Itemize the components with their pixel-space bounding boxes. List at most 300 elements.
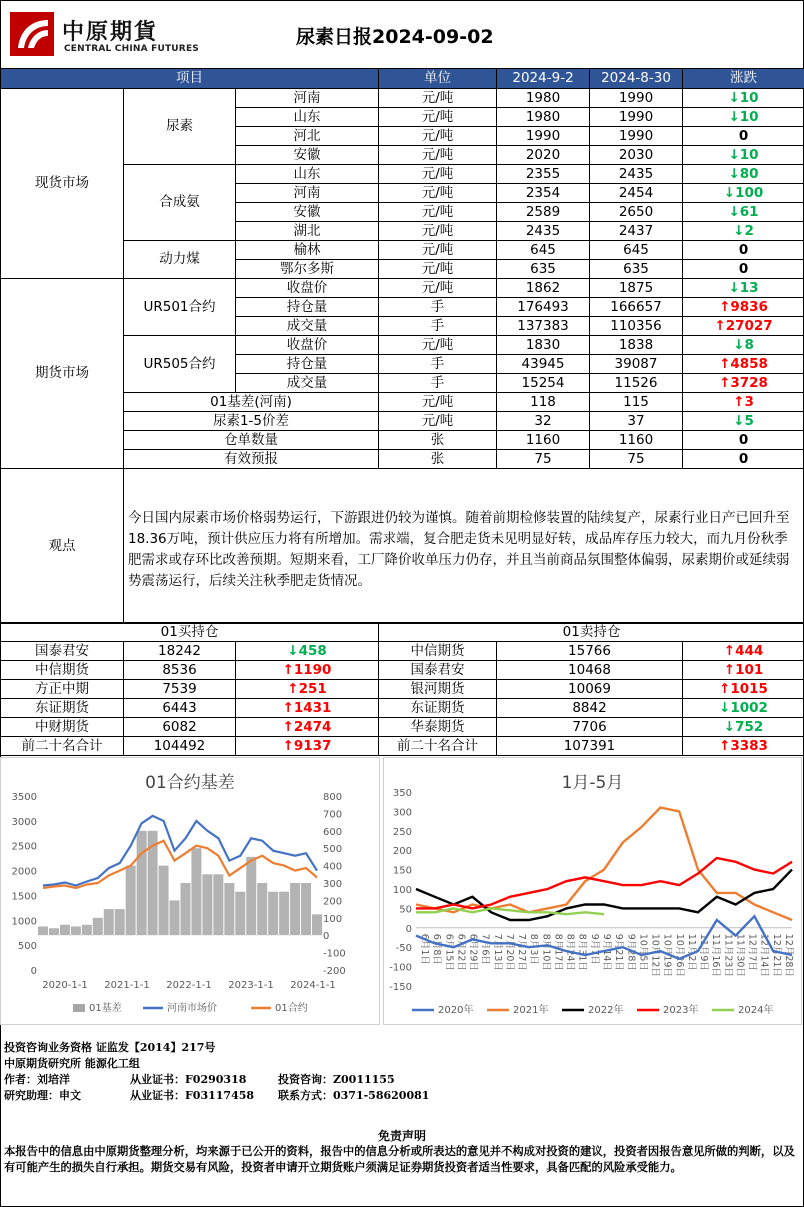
- change-cell: [683, 412, 804, 431]
- unit-cell: 元/吨: [379, 336, 497, 355]
- henan-price-line: [43, 816, 317, 886]
- change-value: 1015: [730, 680, 768, 697]
- x-tick-label: 11月9日: [698, 933, 710, 971]
- region-cell: 河北: [236, 127, 379, 146]
- down-arrow-icon: ↓: [728, 89, 740, 106]
- basis-bar: [279, 892, 289, 936]
- previous-value: 645: [590, 241, 683, 260]
- change-cell: [683, 222, 804, 241]
- region-cell: 河南: [236, 89, 379, 108]
- x-tick-label: 12月28日: [783, 933, 794, 977]
- change-cell: [683, 89, 804, 108]
- x-tick-label: 6月8日: [431, 933, 443, 965]
- change-value: 5: [744, 412, 754, 429]
- unit-cell: 元/吨: [379, 393, 497, 412]
- y-right-tick-label: 0: [323, 931, 330, 943]
- x-tick-label: 7月20日: [503, 933, 515, 971]
- y-left-tick-label: 2000: [11, 866, 37, 878]
- spot-row: [1, 89, 804, 108]
- y-tick-label: 0: [405, 923, 412, 935]
- down-arrow-icon: ↓: [733, 336, 745, 353]
- change-value: 101: [735, 661, 764, 678]
- sell-broker: 东证期货: [379, 699, 497, 718]
- y-right-tick-label: 200: [323, 896, 343, 908]
- col-header-unit: 单位: [379, 69, 497, 89]
- up-arrow-icon: ↑: [719, 374, 731, 391]
- buy-volume: 8536: [124, 661, 236, 680]
- item-cell: 持仓量: [236, 355, 379, 374]
- x-tick-label: 11月2日: [685, 933, 697, 971]
- buy-change: [236, 699, 379, 718]
- change-cell: [683, 336, 804, 355]
- current-value: 1862: [497, 279, 590, 298]
- buy-change: [236, 680, 379, 699]
- basis-bar: [93, 918, 103, 935]
- previous-value: 2454: [590, 184, 683, 203]
- unit-cell: 张: [379, 431, 497, 450]
- report-header: [0, 0, 804, 68]
- region-cell: 湖北: [236, 222, 379, 241]
- change-cell: [683, 165, 804, 184]
- change-value: 4858: [730, 355, 768, 372]
- x-tick-label: 8月31日: [576, 933, 588, 971]
- previous-value: 110356: [590, 317, 683, 336]
- change-value: 1190: [293, 661, 332, 678]
- y-tick-label: 100: [392, 885, 412, 896]
- current-value: 1980: [497, 89, 590, 108]
- sell-change: [683, 718, 804, 737]
- down-arrow-icon: ↓: [733, 222, 745, 239]
- change-value: 3: [744, 393, 754, 410]
- position-row: [1, 718, 804, 737]
- current-value: 2355: [497, 165, 590, 184]
- product-name: 动力煤: [124, 241, 236, 279]
- y-right-tick-label: 800: [323, 792, 343, 803]
- disclaimer-title: 免责声明: [377, 1129, 426, 1143]
- spread-chart-svg: [384, 758, 801, 1024]
- change-value: 100: [735, 184, 764, 201]
- y-tick-label: 250: [392, 826, 412, 838]
- change-value: 0: [738, 241, 749, 258]
- legend-basis-swatch: [73, 1004, 85, 1012]
- item-cell: 成交量: [236, 374, 379, 393]
- col-header-current: 2024-9-2: [497, 69, 590, 89]
- up-arrow-icon: ↑: [723, 661, 736, 678]
- change-cell: [683, 184, 804, 203]
- current-value: 1990: [497, 127, 590, 146]
- y-tick-label: 50: [399, 904, 412, 916]
- unit-cell: 元/吨: [379, 108, 497, 127]
- current-value: 75: [497, 450, 590, 469]
- previous-value: 2435: [590, 165, 683, 184]
- buy-change: [236, 661, 379, 680]
- unit-cell: 手: [379, 298, 497, 317]
- futures-row: [1, 279, 804, 298]
- assistant-label: 研究助理：申文: [4, 1089, 81, 1102]
- spread-chart: [383, 757, 802, 1025]
- buy-volume: 104492: [124, 737, 236, 756]
- down-arrow-icon: ↓: [728, 146, 740, 163]
- x-tick-label: 10月19日: [661, 933, 673, 977]
- market-table: [0, 68, 804, 624]
- change-cell: [683, 127, 804, 146]
- position-row: [1, 699, 804, 718]
- change-value: 8: [744, 336, 754, 353]
- sell-positions-title: 01卖持仓: [379, 623, 804, 642]
- series-line-2024年: [416, 908, 604, 914]
- change-value: 2: [744, 222, 754, 239]
- buy-change: [236, 737, 379, 756]
- previous-value: 1160: [590, 431, 683, 450]
- change-cell: [683, 298, 804, 317]
- basis-bar: [137, 831, 147, 935]
- change-value: 10: [739, 108, 759, 125]
- legend-label: 2022年: [588, 1005, 624, 1016]
- basis-bar: [312, 914, 322, 935]
- region-cell: 安徽: [236, 203, 379, 222]
- x-tick-label: 7月27日: [516, 933, 528, 971]
- series-line-2023年: [416, 858, 792, 908]
- spread-chart-title: 1月-5月: [561, 773, 624, 793]
- previous-value: 1990: [590, 108, 683, 127]
- change-value: 2474: [293, 718, 332, 735]
- x-tick-label: 9月28日: [625, 933, 637, 971]
- market-table-body: [1, 89, 804, 624]
- change-cell: [683, 393, 804, 412]
- change-value: 9137: [293, 737, 332, 754]
- down-arrow-icon: ↓: [723, 184, 736, 201]
- section-futures: 期货市场: [1, 279, 124, 469]
- up-arrow-icon: ↑: [719, 680, 731, 697]
- x-tick-label: 11月30日: [734, 933, 746, 977]
- x-tick-label: 9月7日: [588, 933, 600, 965]
- basis-bar: [257, 883, 267, 935]
- change-cell: [683, 203, 804, 222]
- author-cert: 从业证书：F0290318: [130, 1073, 247, 1086]
- change-value: 10: [739, 89, 759, 106]
- report-title: 尿素日报2024-09-02: [296, 26, 494, 48]
- item-cell: 有效预报: [124, 450, 379, 469]
- assistant-cert: 从业证书：F03117458: [130, 1089, 255, 1102]
- buy-change: [236, 718, 379, 737]
- down-arrow-icon: ↓: [728, 279, 740, 296]
- current-value: 635: [497, 260, 590, 279]
- author-label: 作者：刘培洋: [4, 1073, 70, 1086]
- y-left-tick-label: 1000: [11, 916, 37, 928]
- x-tick-label: 9月21日: [613, 933, 625, 971]
- change-value: 1002: [730, 699, 768, 716]
- basis-bar: [301, 883, 311, 935]
- region-cell: 山东: [236, 108, 379, 127]
- basis-bar: [202, 874, 212, 935]
- up-arrow-icon: ↑: [723, 642, 736, 659]
- previous-value: 2650: [590, 203, 683, 222]
- change-value: 0: [738, 127, 749, 144]
- change-value: 752: [735, 718, 764, 735]
- x-tick-label: 8月3日: [528, 933, 540, 965]
- x-tick-label: 6月15日: [443, 933, 455, 971]
- y-tick-label: -50: [395, 943, 412, 955]
- sell-volume: 8842: [497, 699, 683, 718]
- y-right-tick-label: -100: [323, 948, 346, 960]
- sell-change: [683, 642, 804, 661]
- previous-value: 1838: [590, 336, 683, 355]
- view-row: [1, 469, 804, 624]
- sell-change: [683, 699, 804, 718]
- change-value: 27027: [725, 317, 773, 334]
- change-cell: [683, 260, 804, 279]
- basis-bar: [82, 925, 92, 935]
- basis-chart-title: 01合约基差: [145, 773, 235, 793]
- change-value: 10: [739, 146, 759, 163]
- down-arrow-icon: ↓: [733, 412, 745, 429]
- region-cell: 鄂尔多斯: [236, 260, 379, 279]
- item-cell: 尿素1-5价差: [124, 412, 379, 431]
- current-value: 2589: [497, 203, 590, 222]
- sell-volume: 10468: [497, 661, 683, 680]
- change-cell: [683, 241, 804, 260]
- unit-cell: 张: [379, 450, 497, 469]
- logo-icon: [10, 12, 54, 56]
- previous-value: 37: [590, 412, 683, 431]
- institute-line: 中原期货研究所 能源化工组: [4, 1057, 140, 1070]
- buy-broker: 方正中期: [1, 680, 124, 699]
- up-arrow-icon: ↑: [282, 718, 294, 735]
- change-value: 9836: [730, 298, 768, 315]
- buy-volume: 18242: [124, 642, 236, 661]
- y-tick-label: 200: [392, 846, 412, 858]
- buy-change: [236, 642, 379, 661]
- positions-table-body: [1, 623, 804, 756]
- change-value: 251: [298, 680, 327, 697]
- x-tick-label: 10月26日: [673, 933, 685, 977]
- unit-cell: 手: [379, 355, 497, 374]
- basis-bar: [60, 925, 70, 935]
- down-arrow-icon: ↓: [728, 203, 740, 220]
- y-left-tick-label: 2500: [11, 841, 37, 853]
- down-arrow-icon: ↓: [723, 718, 736, 735]
- x-tick-label: 2024-1-1: [290, 980, 336, 991]
- y-tick-label: 300: [392, 807, 412, 819]
- up-arrow-icon: ↑: [714, 317, 726, 334]
- change-value: 80: [739, 165, 759, 182]
- contract-name: UR505合约: [124, 336, 236, 393]
- change-value: 458: [298, 642, 327, 659]
- y-tick-label: 150: [392, 865, 412, 877]
- buy-volume: 6082: [124, 718, 236, 737]
- unit-cell: 元/吨: [379, 184, 497, 203]
- current-value: 2020: [497, 146, 590, 165]
- change-value: 61: [739, 203, 759, 220]
- basis-bar: [290, 883, 300, 935]
- down-arrow-icon: ↓: [728, 108, 740, 125]
- buy-broker: 前二十名合计: [1, 737, 124, 756]
- x-tick-label: 12月7日: [746, 933, 758, 971]
- legend-henan-label: 河南市场价: [167, 1003, 217, 1014]
- change-value: 444: [735, 642, 764, 659]
- previous-value: 39087: [590, 355, 683, 374]
- y-right-tick-label: 100: [323, 913, 343, 925]
- previous-value: 75: [590, 450, 683, 469]
- up-arrow-icon: ↑: [282, 737, 294, 754]
- current-value: 2354: [497, 184, 590, 203]
- unit-cell: 元/吨: [379, 146, 497, 165]
- table-header-row: [1, 69, 804, 89]
- x-tick-label: 8月10日: [540, 933, 552, 971]
- current-value: 2435: [497, 222, 590, 241]
- basis-chart-svg: [1, 758, 379, 1024]
- unit-cell: 元/吨: [379, 127, 497, 146]
- sell-volume: 10069: [497, 680, 683, 699]
- current-value: 176493: [497, 298, 590, 317]
- previous-value: 1875: [590, 279, 683, 298]
- x-tick-label: 12月14日: [758, 933, 770, 977]
- y-left-tick-label: 500: [17, 941, 37, 953]
- basis-bar: [235, 892, 245, 936]
- basis-bar: [213, 874, 223, 935]
- up-arrow-icon: ↑: [282, 699, 294, 716]
- y-left-tick-label: 0: [30, 966, 37, 977]
- x-tick-label: 8月24日: [564, 933, 576, 971]
- position-row: [1, 737, 804, 756]
- basis-bar: [191, 848, 201, 935]
- down-arrow-icon: ↓: [728, 165, 740, 182]
- change-value: 0: [738, 431, 749, 448]
- x-tick-label: 11月16日: [710, 933, 722, 977]
- unit-cell: 手: [379, 317, 497, 336]
- buy-broker: 中信期货: [1, 661, 124, 680]
- contract01-line: [43, 841, 317, 888]
- buy-broker: 国泰君安: [1, 642, 124, 661]
- unit-cell: 元/吨: [379, 89, 497, 108]
- current-value: 43945: [497, 355, 590, 374]
- sell-broker: 中信期货: [379, 642, 497, 661]
- previous-value: 635: [590, 260, 683, 279]
- previous-value: 11526: [590, 374, 683, 393]
- position-row: [1, 680, 804, 699]
- item-cell: 收盘价: [236, 279, 379, 298]
- change-value: 13: [739, 279, 759, 296]
- basis-bar: [159, 866, 169, 936]
- up-arrow-icon: ↑: [287, 680, 299, 697]
- unit-cell: 元/吨: [379, 260, 497, 279]
- up-arrow-icon: ↑: [282, 661, 294, 678]
- current-value: 645: [497, 241, 590, 260]
- basis-bar: [170, 900, 180, 935]
- unit-cell: 元/吨: [379, 279, 497, 298]
- change-value: 0: [738, 260, 749, 277]
- unit-cell: 元/吨: [379, 222, 497, 241]
- x-tick-label: 7月13日: [491, 933, 503, 971]
- basis-bar: [71, 927, 81, 936]
- item-cell: 持仓量: [236, 298, 379, 317]
- x-tick-label: 6月1日: [419, 933, 430, 965]
- change-cell: [683, 317, 804, 336]
- region-cell: 山东: [236, 165, 379, 184]
- x-tick-label: 8月17日: [552, 933, 564, 971]
- basis-bar: [224, 883, 234, 935]
- x-tick-label: 7月6日: [479, 933, 491, 965]
- down-arrow-icon: ↓: [719, 699, 731, 716]
- change-cell: [683, 374, 804, 393]
- buy-volume: 6443: [124, 699, 236, 718]
- item-cell: 仓单数量: [124, 431, 379, 450]
- legend-basis-label: 01基差: [89, 1003, 122, 1014]
- x-tick-label: 10月5日: [637, 933, 649, 971]
- change-value: 1431: [293, 699, 332, 716]
- basis-bar: [115, 909, 125, 935]
- view-label: 观点: [1, 469, 124, 624]
- buy-broker: 中财期货: [1, 718, 124, 737]
- basis-bar: [104, 909, 114, 935]
- current-value: 118: [497, 393, 590, 412]
- region-cell: 河南: [236, 184, 379, 203]
- logo-text-en: CENTRAL CHINA FUTURES: [64, 44, 199, 54]
- change-cell: [683, 279, 804, 298]
- item-cell: 成交量: [236, 317, 379, 336]
- up-arrow-icon: ↑: [719, 737, 731, 754]
- buy-positions-title: 01买持仓: [1, 623, 379, 642]
- region-cell: 榆林: [236, 241, 379, 260]
- change-value: 3383: [730, 737, 768, 754]
- current-value: 32: [497, 412, 590, 431]
- down-arrow-icon: ↓: [287, 642, 299, 659]
- legend-01-label: 01合约: [275, 1003, 308, 1014]
- basis-bar: [38, 927, 48, 936]
- x-tick-label: 6月22日: [455, 933, 467, 971]
- previous-value: 115: [590, 393, 683, 412]
- contact-info: 联系方式：0371-58620081: [278, 1089, 430, 1102]
- current-value: 15254: [497, 374, 590, 393]
- change-cell: [683, 450, 804, 469]
- x-tick-label: 11月23日: [722, 933, 734, 977]
- up-arrow-icon: ↑: [733, 393, 745, 410]
- sell-change: [683, 737, 804, 756]
- y-tick-label: -100: [389, 962, 412, 974]
- view-text: 今日国内尿素市场价格弱势运行，下游跟进仍较为谨慎。随着前期检修装置的陆续复产，尿素行业日产已回升至18.36万吨，预计供应压力将有所增加。需求端，复合肥走货未见明显好转，成品库存压力较大，而九月份秋季肥需求或存环比改善预期。短期来看，工厂降价收单压力仍存，并且当前商品氛围整体偏弱，尿素期价或延续弱势震荡运行，后续关注秋季肥走货情况。: [124, 469, 804, 624]
- y-right-tick-label: 400: [323, 861, 343, 873]
- basis-chart: [0, 757, 380, 1025]
- legend-label: 2020年: [438, 1005, 474, 1016]
- sell-change: [683, 680, 804, 699]
- previous-value: 2437: [590, 222, 683, 241]
- change-value: 0: [738, 450, 749, 467]
- up-arrow-icon: ↑: [719, 355, 731, 372]
- author-consult: 投资咨询：Z0011155: [278, 1073, 395, 1086]
- up-arrow-icon: ↑: [719, 298, 731, 315]
- change-cell: [683, 146, 804, 165]
- item-cell: 收盘价: [236, 336, 379, 355]
- unit-cell: 元/吨: [379, 165, 497, 184]
- sell-broker: 银河期货: [379, 680, 497, 699]
- change-cell: [683, 355, 804, 374]
- y-right-tick-label: -200: [323, 966, 346, 977]
- current-value: 137383: [497, 317, 590, 336]
- y-left-tick-label: 1500: [11, 891, 37, 903]
- y-right-tick-label: 300: [323, 879, 343, 890]
- basis-bar: [246, 857, 256, 935]
- contract-name: UR501合约: [124, 279, 236, 336]
- x-tick-label: 2022-1-1: [166, 980, 212, 991]
- col-header-change: 涨跌: [683, 69, 804, 89]
- sell-broker: 华泰期货: [379, 718, 497, 737]
- logo-text-cn: 中原期貨: [62, 20, 159, 45]
- legend-label: 2023年: [663, 1005, 699, 1016]
- y-tick-label: -150: [389, 982, 412, 993]
- current-value: 1160: [497, 431, 590, 450]
- basis-bar: [49, 928, 59, 935]
- unit-cell: 元/吨: [379, 412, 497, 431]
